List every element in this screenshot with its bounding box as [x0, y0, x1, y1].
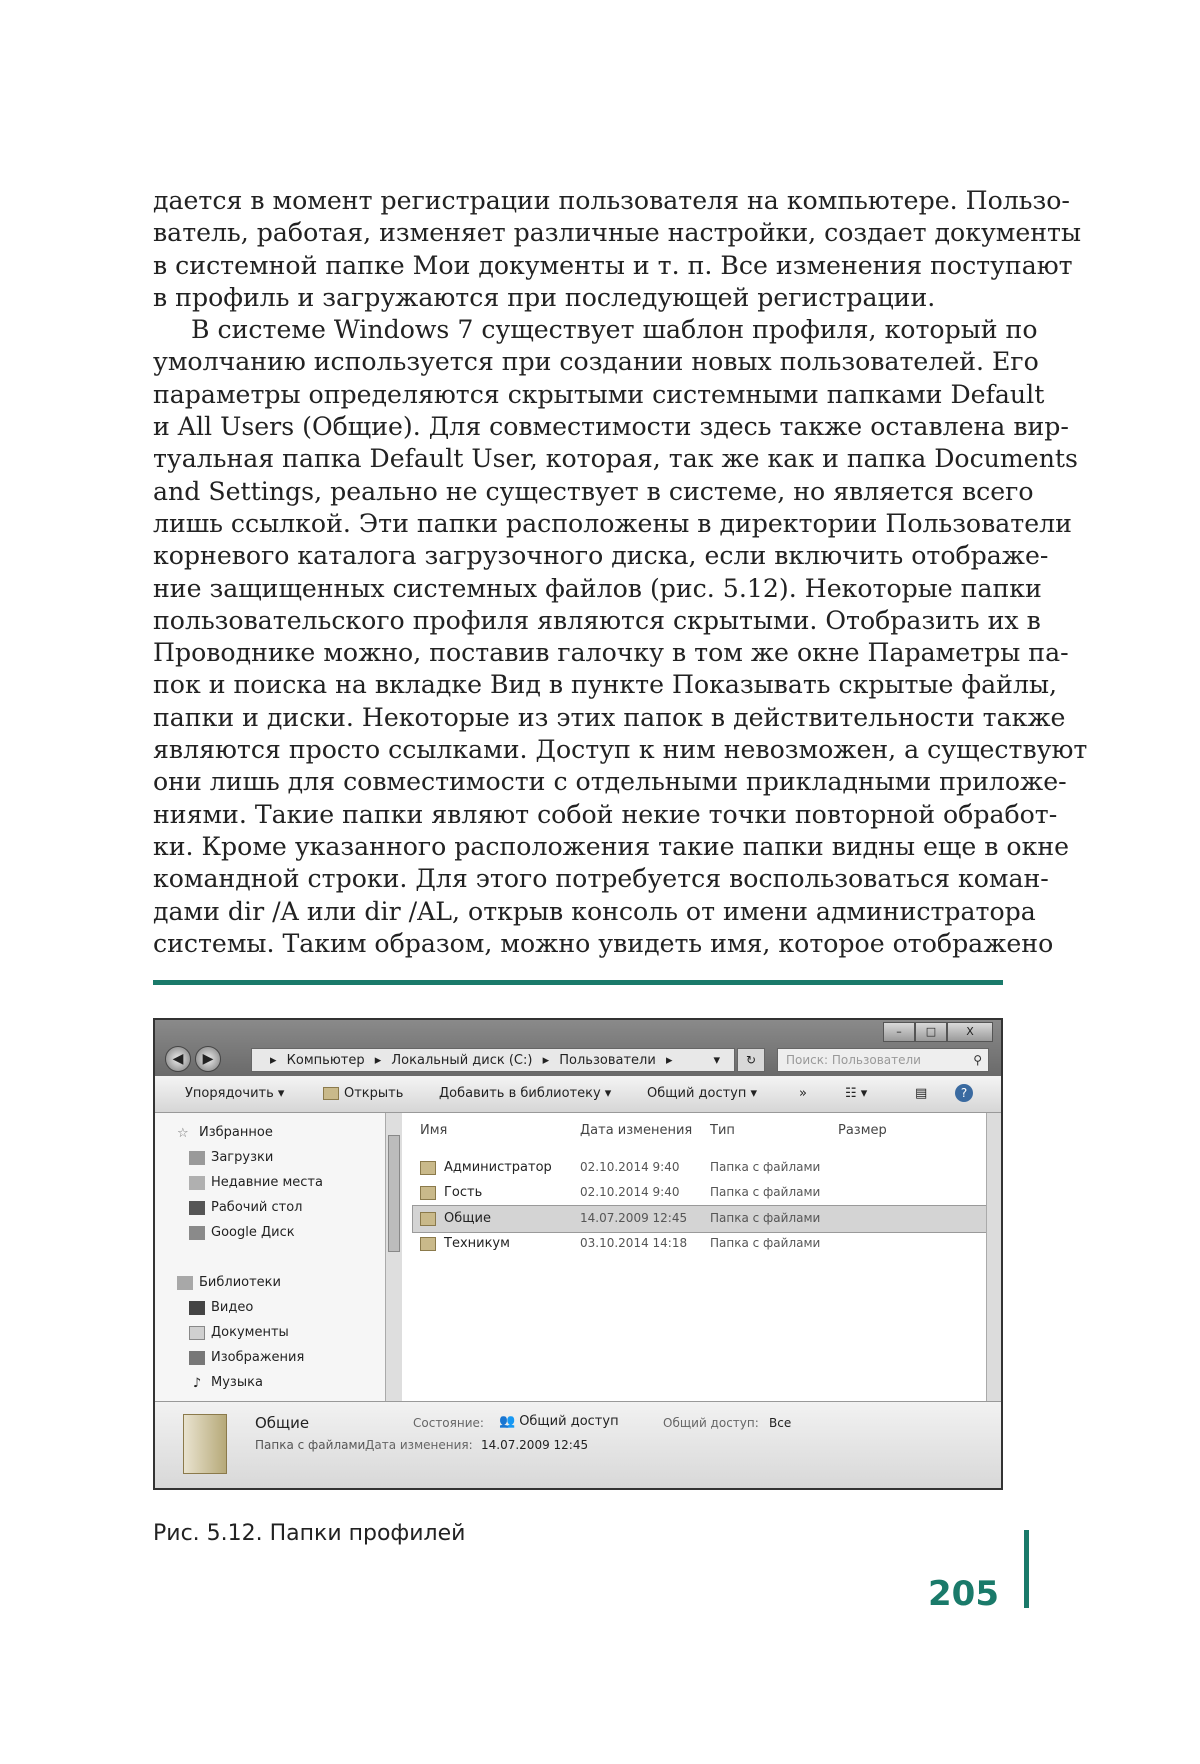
share-users-icon: 👥 — [499, 1414, 516, 1429]
text-line: and Settings, реально не существует в системе, но является всего — [153, 476, 1034, 506]
nav-label: Документы — [211, 1325, 289, 1340]
column-header-date[interactable]: Дата изменения — [580, 1123, 693, 1138]
nav-label: Изображения — [211, 1350, 305, 1365]
text-line: они лишь для совместимости с отдельными прикладными приложе- — [153, 767, 1067, 797]
chevron-right-icon: ▸ — [374, 1053, 382, 1068]
chevron-right-icon: ▸ — [542, 1053, 550, 1068]
libraries-icon — [177, 1276, 193, 1290]
folder-icon — [420, 1237, 436, 1251]
window-controls — [883, 1022, 993, 1042]
scrollbar-thumb[interactable] — [388, 1135, 400, 1252]
row-type: Папка с файлами — [710, 1211, 821, 1225]
maximize-button[interactable]: □ — [915, 1022, 947, 1042]
text-line: В системе Windows 7 существует шаблон профиля, который по — [191, 315, 1038, 345]
text-line: пок и поиска на вкладке Вид в пункте Показывать скрытые файлы, — [153, 670, 1058, 700]
row-name-text: Техникум — [444, 1236, 510, 1251]
text-line: ние защищенных системных файлов (рис. 5.12). Некоторые папки — [153, 573, 1042, 603]
row-name — [420, 1185, 482, 1200]
star-icon: ☆ — [177, 1125, 189, 1141]
nav-label: Недавние места — [211, 1175, 323, 1190]
documents-icon — [189, 1326, 205, 1340]
nav-libraries[interactable] — [177, 1275, 281, 1290]
row-name-text: Общие — [444, 1211, 491, 1226]
chevron-right-icon: ▸ — [270, 1053, 277, 1068]
text-line: в системной папке Мои документы и т. п. Все изменения поступают — [153, 250, 1073, 280]
row-type: Папка с файлами — [710, 1185, 821, 1199]
text-line: ки. Кроме указанного расположения такие папки видны еще в окне — [153, 831, 1070, 861]
nav-downloads[interactable] — [189, 1150, 273, 1165]
text-line: дами dir /A или dir /AL, открыв консоль от имени администратора — [153, 896, 1036, 926]
row-name — [420, 1211, 491, 1226]
text-line: являются просто ссылками. Доступ к ним невозможен, а существуют — [153, 735, 1088, 765]
back-button[interactable]: ◀ — [165, 1046, 191, 1072]
text-line: папки и диски. Некоторые из этих папок в действительности также — [153, 702, 1066, 732]
command-bar — [155, 1076, 1001, 1113]
folder-icon — [420, 1212, 436, 1226]
chevron-down-icon[interactable]: ▾ — [713, 1053, 720, 1068]
text-line: параметры определяются скрытыми системными папками Default — [153, 379, 1045, 409]
nav-video[interactable] — [189, 1300, 253, 1315]
add-to-library-button[interactable]: Добавить в библиотеку ▾ — [439, 1086, 612, 1101]
share-button[interactable]: Общий доступ ▾ — [647, 1086, 758, 1101]
music-icon: ♪ — [192, 1375, 202, 1391]
open-button[interactable] — [323, 1086, 403, 1101]
nav-label: Библиотеки — [199, 1275, 281, 1290]
recent-places-icon — [189, 1176, 205, 1190]
nav-documents[interactable] — [189, 1325, 289, 1340]
column-header-name[interactable]: Имя — [420, 1123, 448, 1138]
text-line: Проводнике можно, поставив галочку в том же окне Параметры па- — [153, 638, 1069, 668]
explorer-window-screenshot — [153, 1018, 1003, 1490]
nav-label: Загрузки — [211, 1150, 274, 1165]
file-row-selected[interactable] — [412, 1205, 987, 1233]
search-input[interactable] — [777, 1048, 989, 1072]
text-line: ниями. Такие папки являют собой некие точки повторной обработ- — [153, 799, 1058, 829]
breadcrumb-computer[interactable]: Компьютер — [286, 1053, 365, 1068]
downloads-icon — [189, 1151, 205, 1165]
body-text — [153, 185, 1088, 960]
nav-recent-places[interactable] — [189, 1175, 323, 1190]
text-line: туальная папка Default User, которая, так же как и папка Documents — [153, 444, 1078, 474]
details-pane — [155, 1401, 1001, 1488]
breadcrumb-local-disk[interactable]: Локальный диск (C:) — [391, 1053, 533, 1068]
text-line: пользовательского профиля являются скрытыми. Отобразить их в — [153, 605, 1041, 635]
section-divider — [153, 980, 1003, 985]
details-state-text: Общий доступ — [519, 1414, 619, 1429]
text-line: ватель, работая, изменяет различные настройки, создает документы — [153, 218, 1082, 248]
details-kind: Папка с файлами — [255, 1438, 366, 1452]
open-label: Открыть — [344, 1086, 404, 1101]
video-icon — [189, 1301, 205, 1315]
figure-caption: Рис. 5.12. Папки профилей — [153, 1521, 466, 1546]
minimize-button[interactable]: – — [883, 1022, 915, 1042]
row-date: 03.10.2014 14:18 — [580, 1236, 688, 1250]
page-number: 205 — [928, 1574, 999, 1614]
details-share-label: Общий доступ: — [663, 1416, 759, 1430]
column-header-type[interactable]: Тип — [710, 1123, 735, 1138]
nav-scrollbar[interactable] — [385, 1113, 402, 1403]
file-list — [402, 1113, 987, 1403]
row-date: 02.10.2014 9:40 — [580, 1185, 680, 1199]
details-name: Общие — [255, 1414, 310, 1432]
folder-icon — [420, 1186, 436, 1200]
organize-button[interactable]: Упорядочить ▾ — [185, 1086, 285, 1101]
preview-pane-icon[interactable]: ▤ — [915, 1086, 928, 1101]
help-icon[interactable]: ? — [955, 1084, 973, 1102]
file-row[interactable] — [412, 1155, 987, 1181]
file-row[interactable] — [412, 1231, 987, 1257]
text-line: дается в момент регистрации пользователя на компьютере. Пользо- — [153, 186, 1070, 215]
more-commands-button[interactable]: » — [799, 1086, 807, 1101]
text-line: и All Users (Общие). Для совместимости здесь также оставлена вир- — [153, 412, 1069, 442]
refresh-button[interactable]: ↻ — [737, 1048, 765, 1072]
text-line: лишь ссылкой. Эти папки расположены в директории Пользователи — [153, 508, 1072, 538]
row-type: Папка с файлами — [710, 1160, 821, 1174]
address-bar[interactable] — [251, 1048, 735, 1072]
nav-label: Видео — [211, 1300, 254, 1315]
text-line: корневого каталога загрузочного диска, если включить отображе- — [153, 541, 1049, 571]
nav-favorites[interactable] — [177, 1125, 273, 1140]
page-number-bar — [1024, 1530, 1029, 1608]
text-line: умолчанию используется при создании новых пользователей. Его — [153, 347, 1039, 377]
close-button[interactable]: X — [947, 1022, 993, 1042]
nav-label: Музыка — [211, 1375, 263, 1390]
row-name — [420, 1160, 552, 1175]
folder-open-icon — [323, 1087, 339, 1100]
chevron-right-icon: ▸ — [665, 1053, 673, 1068]
title-bar — [155, 1020, 1001, 1076]
text-line: в профиль и загружаются при последующей регистрации. — [153, 282, 936, 312]
google-drive-icon — [189, 1226, 205, 1240]
column-header-size[interactable]: Размер — [838, 1123, 887, 1138]
forward-button[interactable]: ▶ — [195, 1046, 221, 1072]
file-list-scrollbar[interactable] — [986, 1113, 1001, 1403]
search-icon: ⚲ — [973, 1053, 982, 1067]
nav-music[interactable] — [189, 1375, 263, 1390]
breadcrumb-users[interactable]: Пользователи — [559, 1053, 656, 1068]
search-placeholder: Поиск: Пользователи — [786, 1053, 921, 1067]
folder-icon — [183, 1414, 227, 1474]
row-name-text: Администратор — [444, 1160, 552, 1175]
nav-desktop[interactable] — [189, 1200, 302, 1215]
view-options-icon[interactable]: ☷ ▾ — [845, 1086, 868, 1101]
nav-label: Рабочий стол — [211, 1200, 303, 1215]
row-name — [420, 1236, 510, 1251]
details-share-value: Все — [769, 1416, 792, 1430]
text-line: командной строки. Для этого потребуется воспользоваться коман- — [153, 864, 1049, 894]
nav-google-drive[interactable] — [189, 1225, 295, 1240]
nav-images[interactable] — [189, 1350, 304, 1365]
navigation-pane — [155, 1113, 385, 1403]
details-state-value — [499, 1414, 619, 1429]
details-date-label: Дата изменения: — [365, 1438, 473, 1452]
details-state-label: Состояние: — [413, 1416, 484, 1430]
row-date: 14.07.2009 12:45 — [580, 1211, 688, 1225]
row-date: 02.10.2014 9:40 — [580, 1160, 680, 1174]
row-type: Папка с файлами — [710, 1236, 821, 1250]
images-icon — [189, 1351, 205, 1365]
file-row[interactable] — [412, 1180, 987, 1206]
nav-label: Избранное — [199, 1125, 273, 1140]
nav-label: Google Диск — [211, 1225, 295, 1240]
desktop-icon — [189, 1201, 205, 1215]
folder-icon — [420, 1161, 436, 1175]
text-line: системы. Таким образом, можно увидеть имя, которое отображено — [153, 928, 1054, 958]
row-name-text: Гость — [444, 1185, 483, 1200]
details-date-value: 14.07.2009 12:45 — [481, 1438, 589, 1452]
